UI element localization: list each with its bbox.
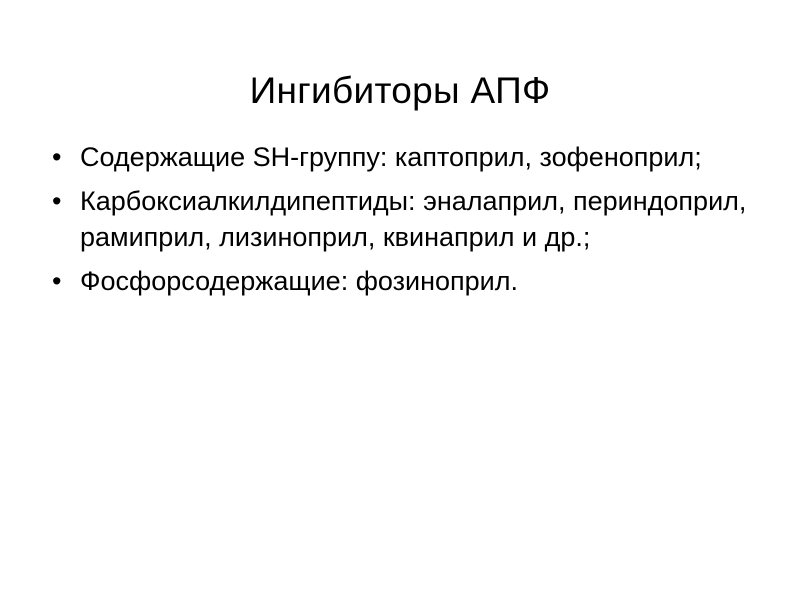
list-item-text: Фосфорсодержащие: фозиноприл. bbox=[80, 265, 518, 296]
list-item bbox=[44, 184, 760, 256]
list-item bbox=[44, 264, 760, 300]
list-item bbox=[44, 140, 760, 176]
bullet-list bbox=[44, 140, 760, 308]
page-title: Ингибиторы АПФ bbox=[249, 69, 551, 111]
bullet-icon: • bbox=[52, 142, 62, 172]
list-item-text: Содержащие SH-группу: каптоприл, зофеноприл; bbox=[80, 142, 702, 172]
list-item-text: Карбоксиалкилдипептиды: эналаприл, периндоприл, рамиприл, лизиноприл, квинаприл и др.; bbox=[80, 185, 747, 252]
bullet-icon: • bbox=[52, 265, 62, 296]
bullet-icon: • bbox=[52, 185, 62, 216]
